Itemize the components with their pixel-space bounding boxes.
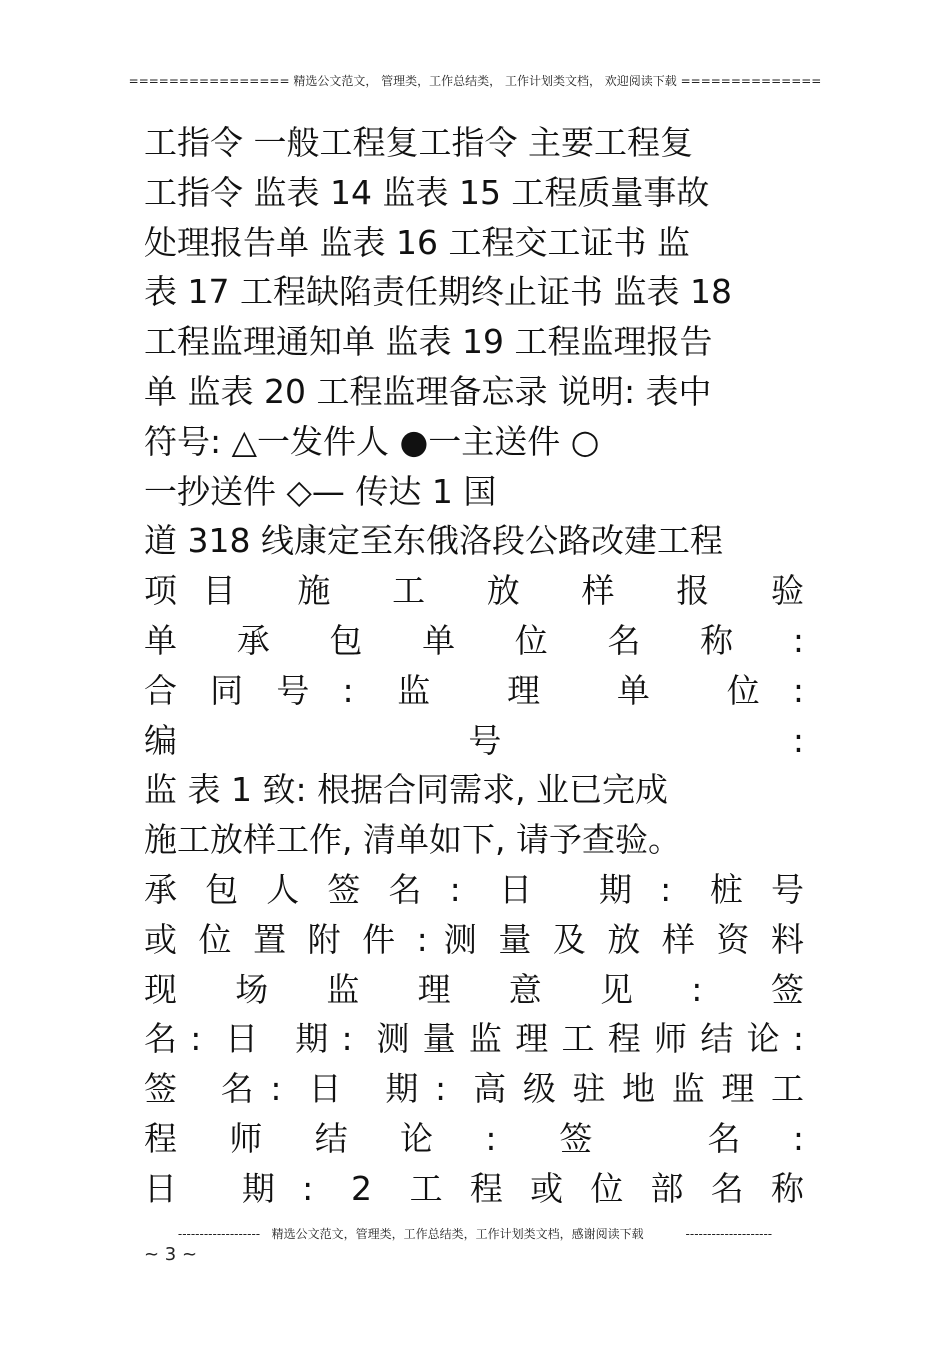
page-footer: ------------------- 精选公文范文，管理类，工作总结类，工作计划类文档，感谢阅读下载 -------------------- bbox=[177, 1227, 773, 1241]
body-line: 日 期: 2 工程或位部名称 bbox=[144, 1168, 804, 1208]
body-line: 道 318 线康定至东俄洛段公路改建工程 bbox=[144, 521, 723, 561]
document-body bbox=[144, 118, 804, 1214]
page-number: ~ 3 ~ bbox=[144, 1244, 198, 1265]
body-line: 监 表 1 致: 根据合同需求, 业已完成 bbox=[144, 770, 669, 810]
body-line: 现场监理意见: 签 bbox=[144, 969, 804, 1009]
body-line: 一抄送件 ◇— 传达 1 国 bbox=[144, 471, 497, 511]
body-line: 施工放样工作, 清单如下, 请予查验。 bbox=[144, 820, 681, 860]
body-line: 程师结论: 签 名: bbox=[144, 1118, 804, 1158]
body-line: 工程监理通知单 监表 19 工程监理报告 bbox=[144, 322, 713, 362]
body-line: 处理报告单 监表 16 工程交工证书 监 bbox=[144, 222, 690, 262]
body-line: 编 号 : bbox=[144, 720, 804, 760]
body-line: 单 承 包 单 位 名 称 : bbox=[144, 620, 804, 660]
body-line: 项目 施 工 放 样 报 验 bbox=[144, 571, 804, 611]
body-line: 合同号: 监 理 单 位: bbox=[144, 670, 804, 710]
body-line: 签 名: 日 期: 高级驻地监理工 bbox=[144, 1069, 804, 1109]
body-line: 工指令 监表 14 监表 15 工程质量事故 bbox=[144, 172, 710, 212]
page-header: ================ 精选公文范文， 管理类，工作总结类， 工作计划类文档， 欢迎阅读下载 ============== bbox=[128, 74, 822, 88]
body-line: 名: 日 期: 测量监理工程师结论: bbox=[144, 1019, 804, 1059]
body-line: 单 监表 20 工程监理备忘录 说明: 表中 bbox=[144, 371, 712, 411]
body-line: 或 位 置 附 件 : 测 量 及 放 样 资 料 bbox=[144, 919, 804, 959]
body-line: 承包人签名: 日 期: 桩号 bbox=[144, 869, 804, 909]
body-line: 表 17 工程缺陷责任期终止证书 监表 18 bbox=[144, 272, 732, 312]
body-line: 工指令 一般工程复工指令 主要工程复 bbox=[144, 123, 693, 162]
body-line: 符号: △一发件人 ●一主送件 ○ bbox=[144, 421, 600, 461]
